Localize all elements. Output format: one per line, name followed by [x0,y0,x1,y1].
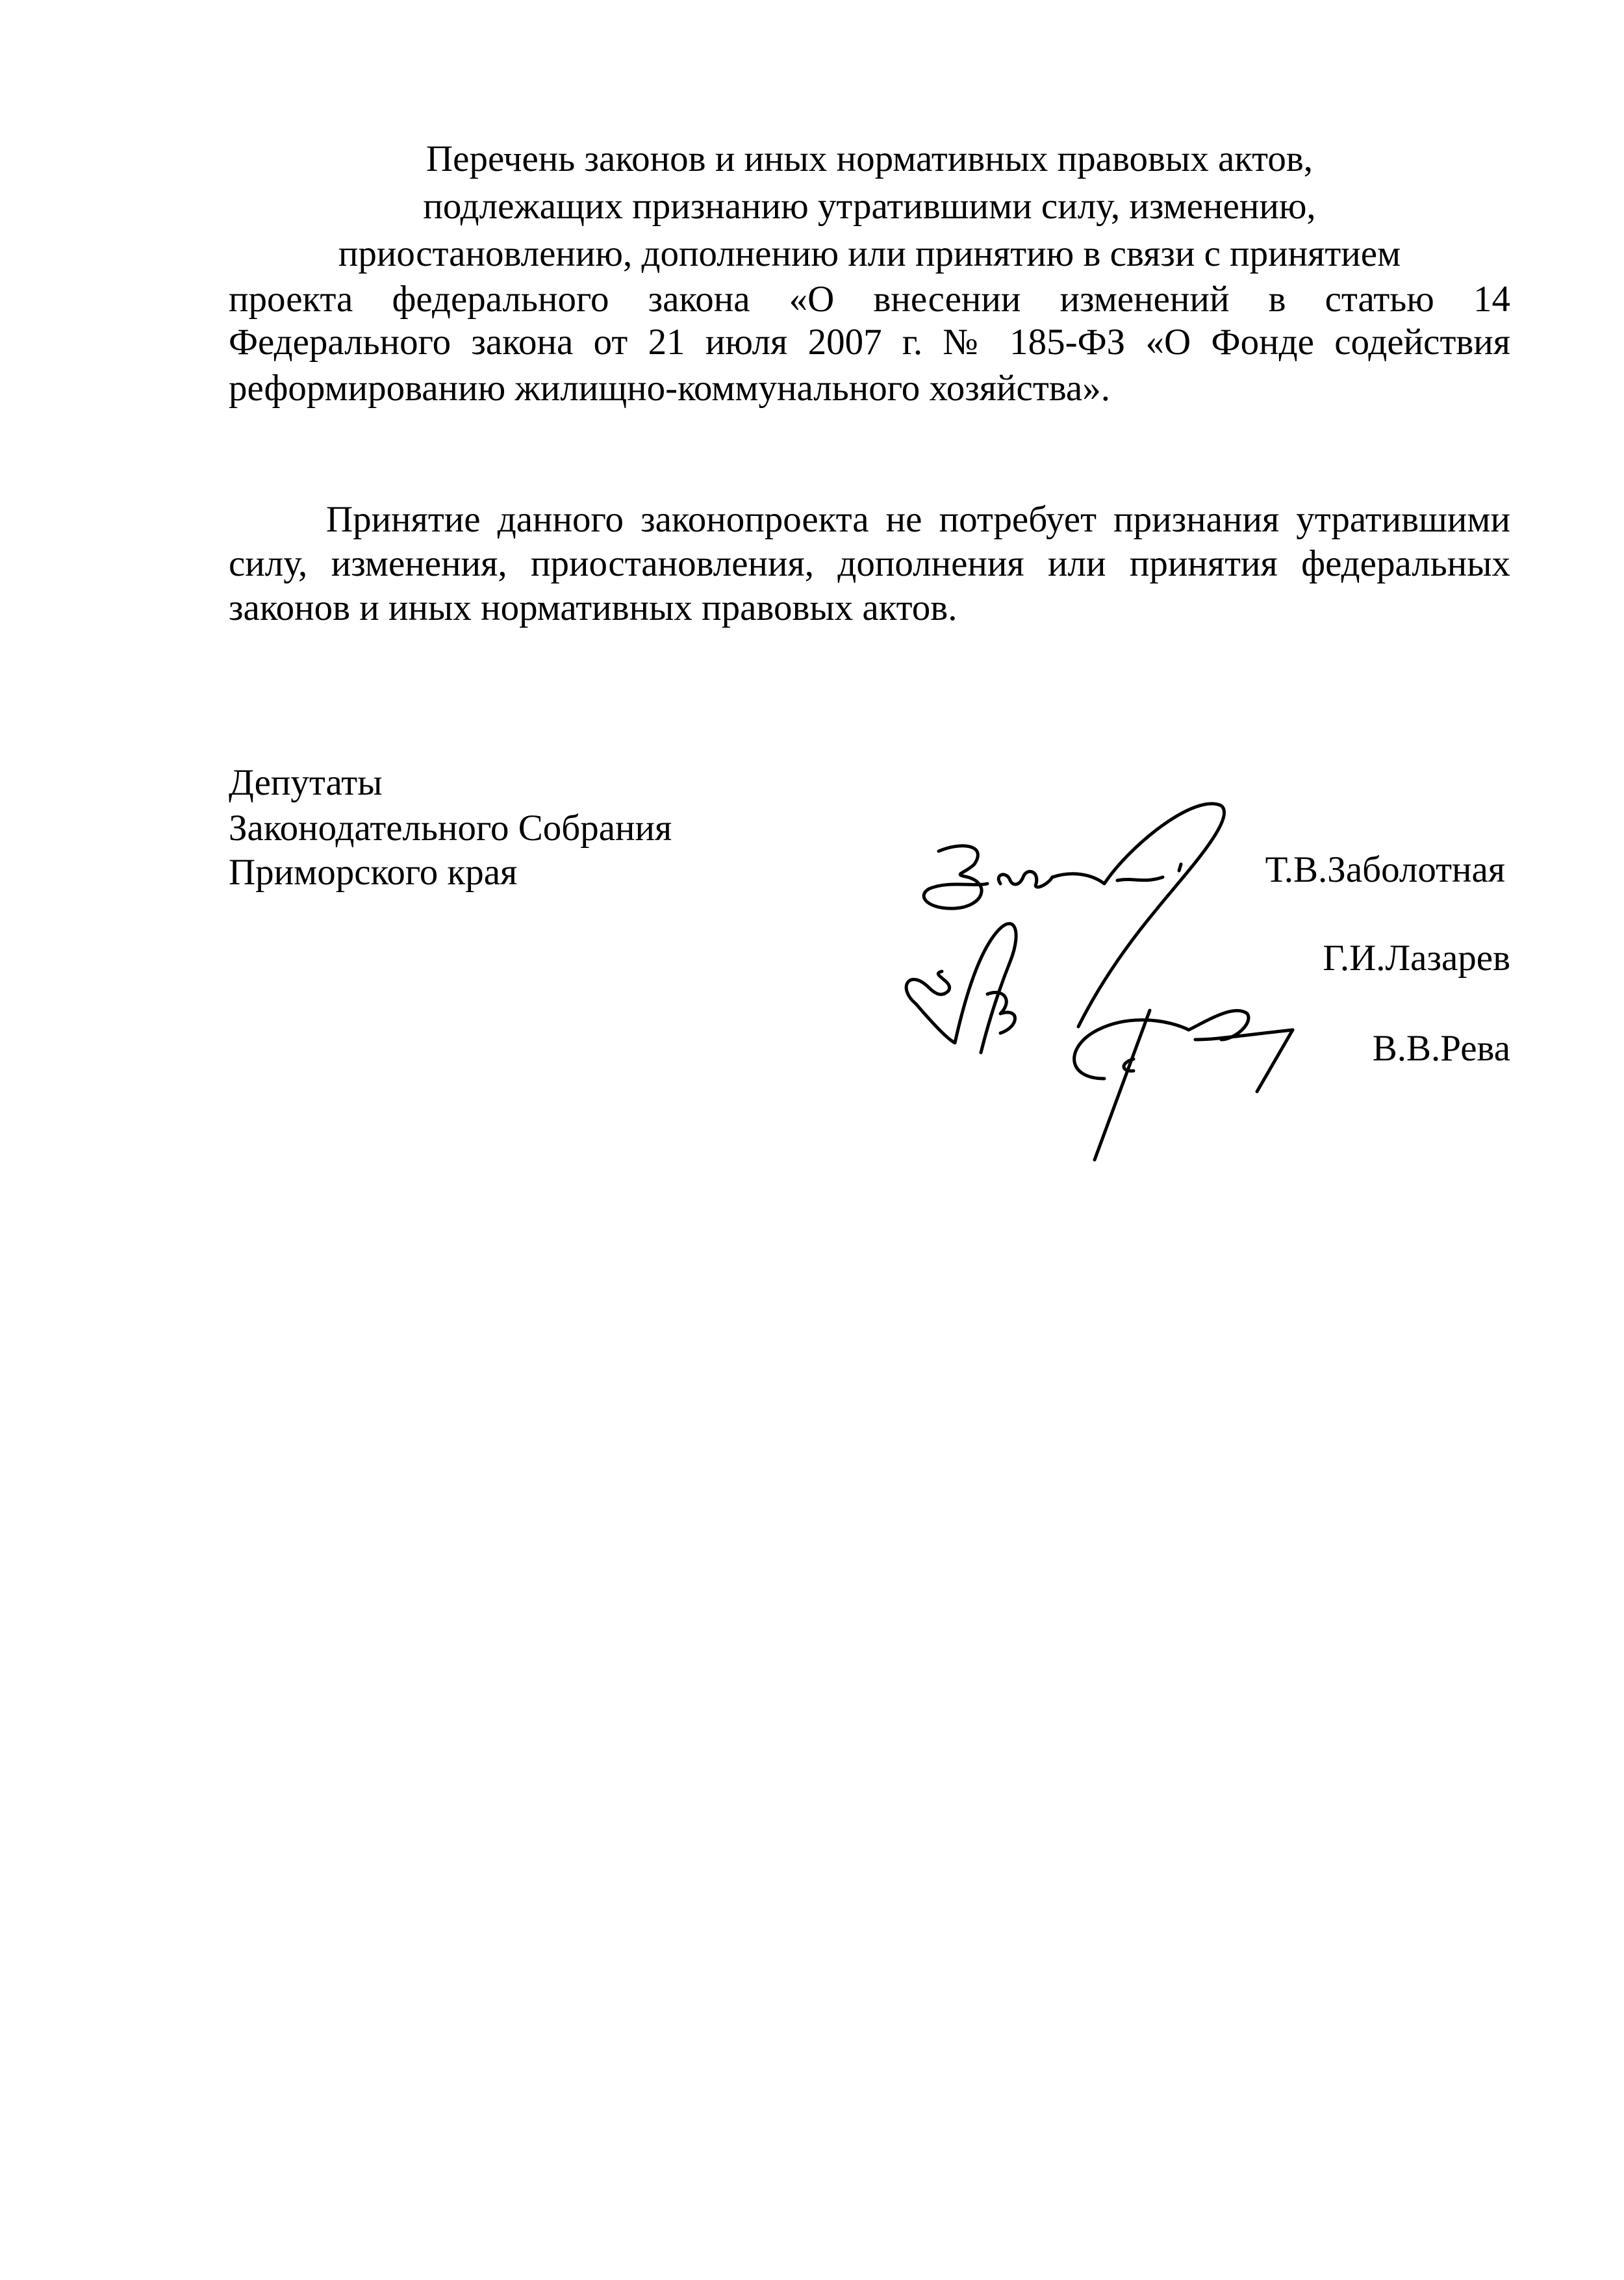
title-line: Федерального закона от 21 июля 2007 г. № 185-ФЗ «О Фонде содействия [229,322,1510,363]
title-line: реформированию жилищно-коммунального хозяйства». [229,368,1110,409]
body-line: законов и иных нормативных правовых актов. [229,587,958,628]
signatory-title-line: Законодательного Собрания [229,808,672,849]
signatory-name: Г.И.Лазарев [1323,938,1510,979]
title-line: проекта федерального закона «О внесении изменений в статью 14 [229,279,1510,320]
signatory-name: Т.В.Заболотная [1265,849,1505,890]
body-line: силу, изменения, приостановления, дополнения или принятия федеральных [229,543,1510,584]
signature-reva [1074,1010,1293,1160]
signatory-title-line: Депутаты [229,762,383,803]
body-line: Принятие данного законопроекта не потребует признания утратившими [326,499,1510,540]
title-line: подлежащих признанию утратившими силу, изменению, [423,186,1316,227]
title-line: приостановлению, дополнению или принятию в связи с принятием [338,233,1401,274]
signature-lazarev [906,923,1016,1053]
title-line: Перечень законов и иных нормативных правовых актов, [425,138,1313,179]
signatory-name: В.В.Рева [1372,1028,1510,1069]
signatory-title-line: Приморского края [229,852,518,893]
